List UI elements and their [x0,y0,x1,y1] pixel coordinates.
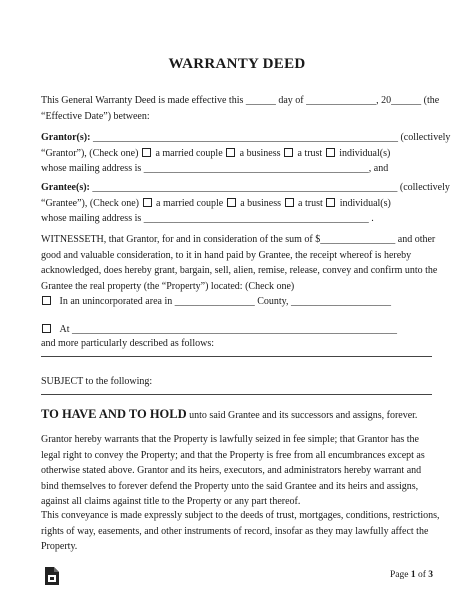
option-individuals: individual(s) [339,147,391,159]
page-of: of [415,570,429,580]
warranty-line-3: otherwise stated above. Grantor and its heirs, executors, and administrators hereby warrant and [41,465,422,477]
checkbox-icon[interactable] [285,198,294,207]
grantee-check-prompt: “Grantee”), (Check one) [41,197,139,209]
grantee-line-2 [41,196,436,212]
grantor-line-1 [41,130,451,146]
described-label: and more particularly described as follows: [41,338,214,349]
option-individuals: individual(s) [339,197,391,209]
description-line[interactable] [41,356,432,357]
warranty-paragraph [41,432,436,510]
intro-line-1: This General Warranty Deed is made effective this ______ day of ______________, 20______ (the [41,95,440,106]
checkbox-icon[interactable] [284,148,293,157]
witness-line-2: good and valuable consideration, to it in hand paid by Grantee, the receipt whereof is hereby [41,249,412,261]
grantee-section [41,180,450,227]
checkbox-icon[interactable] [227,198,236,207]
warranty-line-4: bind themselves to forever defend the Property unto the said Grantee and its heirs and assigns, [41,480,419,492]
conveyance-line-2: rights of way, easements, and other instruments of record, insofar as they may lawfully affect the [41,525,429,537]
grantor-line-2 [41,146,436,162]
option-married-couple: a married couple [156,197,224,209]
grantee-label: Grantee(s): [41,182,90,193]
warranty-line-1: Grantor hereby warrants that the Property is lawfully seized in fee simple; that Grantor has the [41,434,419,445]
conveyance-paragraph [41,508,440,555]
conveyance-line-3: Property. [41,541,78,553]
checkbox-icon[interactable] [143,198,152,207]
intro-line-2: “Effective Date”) between: [41,110,150,122]
checkbox-icon[interactable] [326,198,335,207]
option-business: a business [240,197,282,209]
checkbox-icon[interactable] [142,148,151,157]
page-prefix: Page [389,570,411,580]
witness-line-3: acknowledged, does hereby grant, bargain, sell, alien, remise, release, convey and confirm unto the [41,265,438,277]
page-number [390,570,433,580]
subject-label: SUBJECT to the following: [41,376,153,387]
grantee-address-field[interactable]: whose mailing address is _____________________________________________ . [41,213,374,225]
page-title: WARRANTY DEED [168,56,306,72]
checkbox-icon[interactable] [326,148,335,157]
warranty-line-5: against all claims against title to the Property or any part thereof. [41,496,301,508]
grantee-name-field[interactable]: _____________________________________________________________ (collectively [89,182,450,193]
conveyance-line-1: This conveyance is made expressly subject to the deeds of trust, mortgages, conditions, restrictions, [41,510,440,521]
page-current: 1 [410,570,416,580]
grantor-address-field[interactable]: whose mailing address is _____________________________________________, and [41,163,389,175]
checkbox-icon[interactable] [226,148,235,157]
grantor-name-field[interactable]: _____________________________________________________________ (collectively [90,132,451,143]
unincorporated-field[interactable]: In an unincorporated area in ________________ County, ____________________ [59,296,392,307]
witness-line-4: Grantee the real property (the “Property”) located: (Check one) [41,280,295,292]
to-have-heading: TO HAVE AND TO HOLD [41,407,187,421]
intro-paragraph [41,93,440,124]
witnesseth-paragraph [41,232,436,294]
grantee-line-1 [41,180,450,196]
document-logo-icon [44,566,60,586]
checkbox-icon[interactable] [42,296,51,305]
at-address-field[interactable]: At _________________________________________________________________ [59,324,397,335]
page-total: 3 [428,570,433,580]
to-have-text: unto said Grantee and its successors and assigns, forever. [186,410,418,421]
option-married-couple: a married couple [155,147,223,159]
option-trust: a trust [298,197,323,209]
subject-line[interactable] [41,394,432,395]
option-business: a business [239,147,281,159]
option-trust: a trust [297,147,323,159]
warranty-line-2: legal right to convey the Property; and that the Property is free from all encumbrances except as [41,449,425,461]
grantor-section [41,130,451,177]
grantor-check-prompt: “Grantor”), (Check one) [41,147,139,159]
to-have-paragraph [41,407,436,424]
option-unincorporated [41,294,436,310]
witness-line-1: WITNESSETH, that Grantor, for and in consideration of the sum of $_______________ and other [41,234,436,245]
grantor-label: Grantor(s): [41,132,91,143]
checkbox-icon[interactable] [42,324,51,333]
